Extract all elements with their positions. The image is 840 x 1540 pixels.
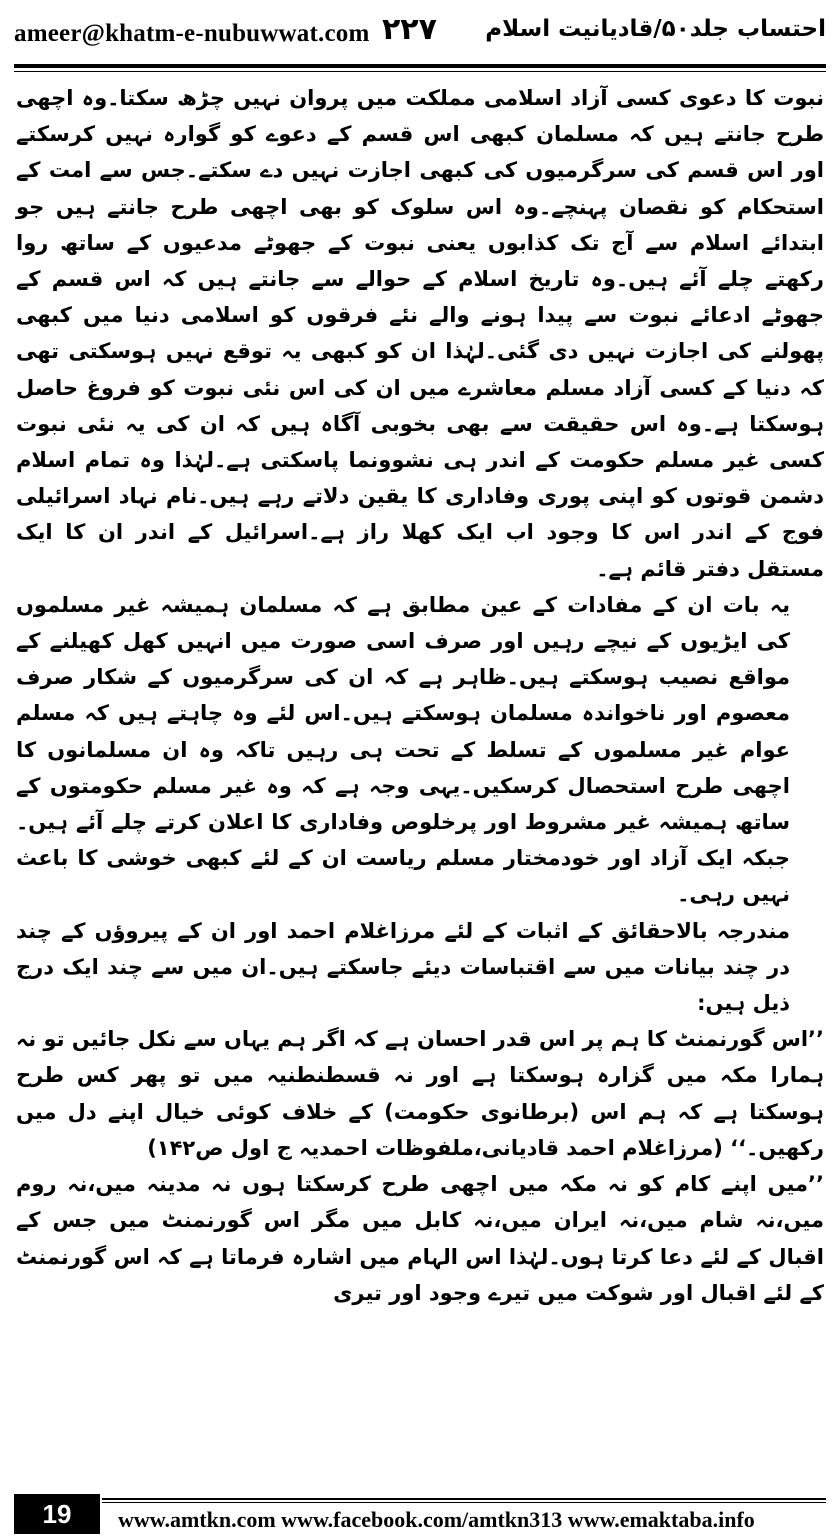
footer-rule-second bbox=[102, 1502, 826, 1503]
paragraph-3: مندرجہ بالاحقائق کے اثبات کے لئے مرزاغلام احمد اور ان کے پیروؤں کے چند در چند بیانات میں سے اقتباسات دیئے جاسکتے ہیں۔ان میں سے چند ایک درج ذیل ہیں: bbox=[16, 918, 790, 1016]
footer-rule-top bbox=[102, 1498, 826, 1500]
page-header bbox=[0, 0, 840, 66]
footer-page-number: 19 bbox=[14, 1494, 100, 1534]
header-email: ameer@khatm-e-nubuwwat.com bbox=[14, 20, 370, 47]
paragraph-1: نبوت کا دعوی کسی آزاد اسلامی مملکت میں پروان نہیں چڑھ سکتا۔وہ اچھی طرح جانتے ہیں کہ مسلمان کبھی اس قسم کے دعوے کو گوارہ نہیں کرسکتے اور اس قسم کی سرگرمیوں کی کبھی اجازت نہیں دے سکتے۔جس سے امت کے استحکام کو نقصان پہنچے۔وہ اس سلوک کو بھی اچھی طرح جانتے ہیں جو ابتدائے اسلام سے آج تک کذابوں یعنی نبوت کے جھوٹے مدعیوں کے ساتھ روا رکھتے چلے آئے ہیں۔وہ تاریخ اسلام کے حوالے سے جانتے ہیں کہ اس قسم کے جھوٹے ادعائے نبوت سے پیدا ہونے والے نئے فرقوں کو اسلامی دنیا میں کبھی پھولنے کی اجازت نہیں دی گئی۔لہٰذا ان کو کبھی یہ توقع نہیں ہوسکتی تھی کہ دنیا کے کسی آزاد مسلم معاشرے میں ان کی اس نئی نبوت کو فروغ حاصل ہوسکتا ہے۔وہ اس حقیقت سے بھی بخوبی آگاہ ہیں کہ ان کی یہ نئی نبوت کسی غیر مسلم حکومت کے اندر ہی نشوونما پاسکتی ہے۔لہٰذا وہ تمام اسلام دشمن قوتوں کو اپنی پوری وفاداری کا یقین دلاتے رہے ہیں۔نام نہاد اسرائیلی فوج کے اندر اس کا وجود اب ایک کھلا راز ہے۔اسرائیل کے اندر ان کا ایک مستقل دفتر قائم ہے۔ bbox=[16, 86, 824, 581]
header-book-title: احتساب جلد۵۰/قادیانیت اسلام bbox=[485, 16, 826, 42]
quote-2: ’’میں اپنے کام کو نہ مکہ میں اچھی طرح کرسکتا ہوں نہ مدینہ میں،نہ روم میں،نہ شام میں،نہ ایران میں،نہ کابل میں مگر اس گورنمنٹ میں جس کے اقبال کے لئے دعا کرتا ہوں۔لہٰذا اس الہام میں اشارہ فرماتا ہے کہ اس گورنمنٹ کے لئے اقبال اور شوکت میں تیرے وجود اور تیری bbox=[16, 1172, 824, 1305]
body-text bbox=[16, 80, 824, 1311]
quote-1: ’’اس گورنمنٹ کا ہم پر اس قدر احسان ہے کہ اگر ہم یہاں سے نکل جائیں تو نہ ہمارا مکہ میں گزارہ ہوسکتا ہے اور نہ قسطنطنیہ میں تو پھر کس طرح ہوسکتا ہے کہ ہم اس (برطانوی حکومت) کے خلاف کوئی خیال اپنے دل میں رکھیں۔‘‘ (مرزاغلام احمد قادیانی،ملفوظات احمدیہ ج اول ص۱۴۲) bbox=[16, 1027, 824, 1160]
footer-urls: www.amtkn.com www.facebook.com/amtkn313 www.emaktaba.info bbox=[118, 1507, 755, 1532]
header-rule-thin bbox=[14, 71, 826, 72]
header-page-number: ۲۲۷ bbox=[382, 12, 437, 47]
header-rule-thick bbox=[14, 64, 826, 68]
paragraph-2: یہ بات ان کے مفادات کے عین مطابق ہے کہ مسلمان ہمیشہ غیر مسلموں کی ایڑیوں کے نیچے رہیں اور صرف اسی صورت میں انہیں کھل کھیلنے کے مواقع نصیب ہوسکتے ہیں۔ظاہر ہے کہ ان کی سرگرمیوں کے شکار صرف معصوم اور ناخواندہ مسلمان ہوسکتے ہیں۔اس لئے وہ چاہتے ہیں کہ مسلم عوام غیر مسلموں کے تسلط کے تحت ہی رہیں تاکہ وہ ان مسلمانوں کا اچھی طرح استحصال کرسکیں۔یہی وجہ ہے کہ وہ غیر مسلم حکومتوں کے ساتھ ہمیشہ غیر مشروط اور پرخلوص وفاداری کا اعلان کرتے چلے آئے ہیں۔جبکہ ایک آزاد اور خودمختار مسلم ریاست ان کے لئے کبھی خوشی کا باعث نہیں رہی۔ bbox=[16, 592, 790, 907]
